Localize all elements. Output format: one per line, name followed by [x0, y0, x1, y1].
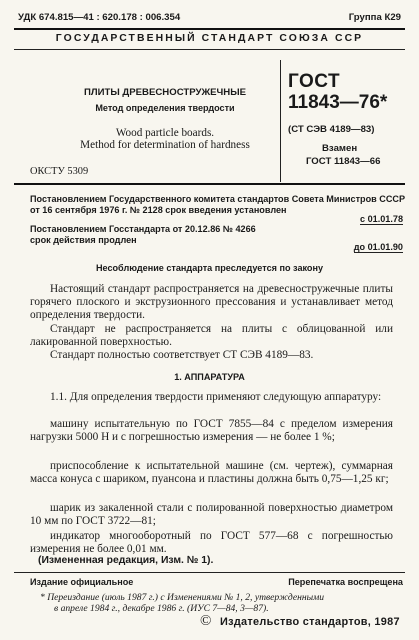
section-1-paragraph-5: индикатор многооборотный по ГОСТ 577—68 с погрешностью измерения не более 0,01 мм.: [30, 530, 393, 556]
instead-label: Взамен: [322, 143, 358, 154]
title-ru-sub: Метод определения твердости: [95, 103, 235, 113]
title-en-main: Wood particle boards.: [115, 127, 215, 139]
legal-warning: Несоблюдение стандарта преследуется по закону: [95, 263, 324, 273]
section-1-paragraph-1: 1.1. Для определения твердости применяют следующую аппаратуру:: [50, 391, 382, 403]
reissue-note-line-1: * Переиздание (июль 1987 г.) с Изменениями № 1, 2, утвержденными: [40, 592, 325, 603]
decree-1-date: с 01.01.78: [360, 214, 403, 224]
gost-number: 11843—76*: [288, 92, 388, 113]
reissue-note-line-2: в апреле 1984 г., декабре 1986 г. (ИУС 7—84, 3—87).: [54, 603, 269, 614]
section-1-paragraph-4: шарик из закаленной стали с полированной поверхностью диаметром 10 мм по ГОСТ 3722—81;: [30, 502, 393, 528]
footer-rule: [14, 572, 405, 573]
publisher: Издательство стандартов, 1987: [220, 616, 400, 628]
decree-2-line-1: Постановлением Госстандарта от 20.12.86 № 4266: [30, 224, 256, 234]
gost-label: ГОСТ: [288, 71, 341, 92]
title-block-rule: [14, 183, 405, 185]
udk-code: УДК 674.815—41 : 620.178 : 006.354: [18, 12, 181, 23]
section-1-paragraph-2: машину испытательную по ГОСТ 7855—84 с пределом измерения нагрузки 5000 Н и с погрешностью измерения — не более 1 %;: [30, 418, 393, 444]
section-1-paragraph-3: приспособление к испытательной машине (см. чертеж), суммарная масса конуса с шариком, пуансона и пластины должна быть 0,75—1,25 кг;: [30, 460, 393, 486]
intro-paragraph-1: Настоящий стандарт распространяется на древесностружечные плиты горячего плоского и экструзионного прессования и устанавливает метод определения твердости.: [30, 283, 393, 322]
official-edition: Издание официальное: [30, 577, 134, 587]
intro-paragraph-3: Стандарт полностью соответствует СТ СЭВ 4189—83.: [50, 349, 314, 361]
decree-1-line-2: от 16 сентября 1976 г. № 2128 срок введения установлен: [30, 205, 287, 215]
st-sev-reference: (СТ СЭВ 4189—83): [288, 124, 375, 135]
decree-1-line-1: Постановлением Государственного комитета стандартов Совета Министров СССР: [30, 194, 406, 204]
section-1-title: 1. АППАРАТУРА: [174, 372, 245, 382]
okstu-code: ОКСТУ 5309: [30, 166, 89, 177]
state-standard-heading: ГОСУДАРСТВЕННЫЙ СТАНДАРТ СОЮЗА ССР: [55, 33, 364, 44]
intro-paragraph-2: Стандарт не распространяется на плиты с облицованной или лакированной поверхностью.: [30, 323, 393, 349]
title-ru-main: ПЛИТЫ ДРЕВЕСНОСТРУЖЕЧНЫЕ: [83, 87, 247, 98]
title-en-sub: Method for determination of hardness: [80, 139, 250, 151]
decree-2-date: до 01.01.90: [353, 242, 403, 252]
copyright-icon: ©: [200, 613, 212, 629]
reprint-prohibited: Перепечатка воспрещена: [288, 577, 403, 587]
header-rule-top: [14, 28, 405, 30]
instead-gost: ГОСТ 11843—66: [306, 156, 381, 167]
header-rule-bottom: [14, 49, 405, 50]
amendment-note: (Измененная редакция, Изм. № 1).: [38, 555, 214, 566]
decree-2-line-2: срок действия продлен: [30, 235, 137, 245]
group-code: Группа К29: [348, 12, 401, 23]
title-block-separator: [280, 60, 281, 182]
